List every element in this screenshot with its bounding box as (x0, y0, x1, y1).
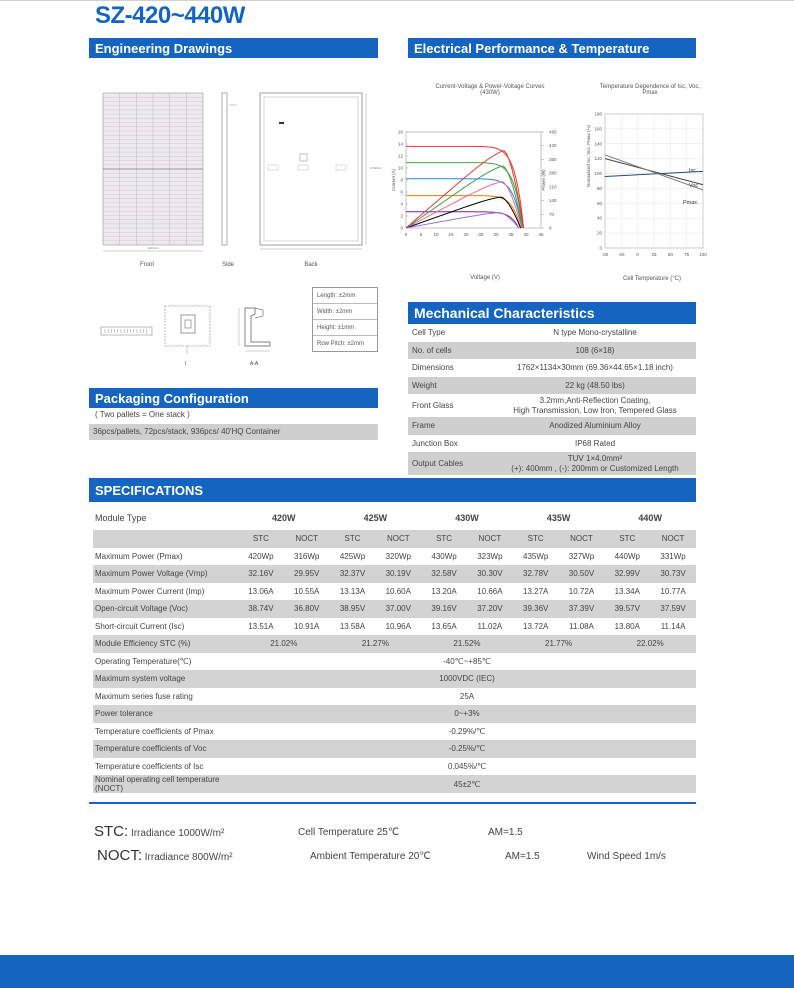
temp-chart-title: Temperature Dependence of Isc, Voc, Pmax (599, 84, 701, 96)
stc-header: STC (421, 530, 467, 548)
model-header: 430W (455, 513, 479, 523)
section-marker-i: I (185, 361, 187, 367)
efficiency-row (93, 635, 696, 653)
common-spec-value: 25A (459, 691, 475, 701)
mechanical-value (494, 394, 696, 417)
common-spec-value: -0.25%/℃ (238, 740, 696, 758)
iv-y2-tick-label: 210 (549, 184, 557, 190)
common-spec-value: 0~+3% (238, 705, 696, 723)
common-spec-value: -0.29%/℃ (448, 726, 486, 736)
spec-value: 13.51A (248, 621, 274, 631)
temp-x-tick-label: -25 (618, 252, 625, 257)
stc-key: STC: (94, 823, 129, 840)
spec-label: Maximum Power Voltage (Vmp) (93, 565, 238, 583)
temp-x-tick-label: 100 (699, 252, 707, 257)
spec-row (93, 600, 696, 618)
side-view-drawing (222, 93, 237, 245)
iv-curve (406, 179, 522, 228)
mechanical-row (408, 377, 696, 395)
spec-value: 37.59V (650, 600, 696, 618)
spec-value: 37.00V (375, 600, 421, 618)
iv-x-tick-label: 5 (419, 232, 423, 237)
spec-label: Temperature coefficients of Pmax (95, 726, 214, 736)
spec-value: 10.55A (294, 586, 320, 596)
spec-value: 10.91A (294, 621, 320, 631)
mechanical-value (494, 452, 696, 475)
common-spec-row (93, 758, 696, 776)
spec-value: 10.60A (385, 586, 411, 596)
mechanical-label: Front Glass (412, 401, 454, 410)
spec-value: 32.16V (238, 565, 284, 583)
specifications-table (93, 506, 696, 793)
spec-value: 435Wp (523, 551, 549, 561)
front-view-drawing (103, 93, 203, 251)
junction-box-drawing (101, 327, 152, 335)
spec-label: Power tolerance (93, 705, 238, 723)
model-header: 425W (363, 513, 388, 523)
stc-header: STC (238, 530, 284, 548)
spec-value: 10.72A (568, 586, 595, 596)
iv-y-tick-label: 12 (397, 153, 403, 159)
mechanical-row (408, 435, 696, 453)
mechanical-label: No. of cells (408, 342, 494, 360)
back-label: Back (304, 262, 318, 268)
noct-ambient-temperature: Ambient Temperature 20℃ (310, 851, 431, 862)
efficiency-value: 21.77% (513, 635, 605, 653)
mechanical-value-line: 108 (6×18) (575, 345, 615, 355)
mechanical-row (408, 342, 696, 360)
tolerance-length: Length: ±2mm (313, 288, 377, 304)
mechanical-value-line: 3.2mm,Anti-Reflection Coating, (539, 396, 651, 405)
mechanical-value-line: High Transmission, Low Iron, Tempered Glass (513, 405, 677, 415)
iv-y-tick-label: 14 (397, 141, 403, 147)
front-width-dim: 1134mm (147, 246, 159, 250)
noct-header: NOCT (650, 530, 696, 548)
spec-value: 38.74V (238, 600, 284, 618)
iv-x-tick-label: 45 (538, 232, 544, 237)
stc-header: STC (604, 530, 650, 548)
mechanical-row (408, 324, 696, 342)
spec-label: Temperature coefficients of Isc (95, 761, 204, 771)
mechanical-table-wrap (408, 324, 696, 475)
iv-y-tick-label: 8 (400, 177, 403, 183)
common-spec-row (93, 705, 696, 723)
iv-y2-tick-label: 280 (549, 170, 557, 176)
iv-x-tick-label: 40 (523, 232, 529, 237)
spec-value: 320Wp (385, 551, 411, 561)
noct-header: NOCT (375, 530, 421, 548)
spec-label: Maximum Power (Pmax) (95, 551, 183, 561)
mechanical-value-line: IP68 Rated (574, 438, 616, 448)
mechanical-header: Mechanical Characteristics (408, 302, 696, 324)
temp-y-tick-label: 20 (596, 230, 602, 236)
temp-x-tick-label: 50 (667, 252, 673, 257)
common-spec-value: 45±2℃ (238, 775, 696, 793)
mechanical-value (494, 377, 696, 395)
stc-irradiance: Irradiance 1000W/m² (130, 828, 225, 839)
spec-value: 13.20A (431, 586, 457, 596)
spec-value: 13.27A (523, 586, 549, 596)
common-spec-row (93, 723, 696, 741)
mechanical-label: Output Cables (408, 452, 494, 475)
efficiency-value: 21.02% (238, 635, 330, 653)
iv-chart (386, 126, 561, 266)
spec-value: 32.78V (513, 565, 559, 583)
common-spec-value: 0.045%/℃ (447, 761, 487, 771)
noct-note (97, 847, 233, 864)
spec-label: Operating Temperature(℃) (95, 656, 192, 666)
spec-value: 37.39V (559, 600, 605, 618)
noct-irradiance: Irradiance 800W/m² (144, 852, 233, 863)
engineering-drawings-header: Engineering Drawings (89, 38, 378, 58)
spec-value: 440Wp (614, 551, 640, 561)
spec-value: 10.66A (477, 586, 503, 596)
efficiency-value: 21.27% (330, 635, 422, 653)
spec-label: Temperature coefficients of Voc (93, 740, 238, 758)
temp-series-label: Voc (689, 183, 699, 189)
mechanical-value-line: 22 kg (48.50 lbs) (565, 380, 625, 390)
spec-value: 30.50V (559, 565, 605, 583)
spec-value: 13.58A (339, 621, 366, 631)
mechanical-label: Cell Type (412, 328, 446, 338)
temp-y-tick-label: 180 (594, 111, 602, 117)
iv-chart-xlabel: Voltage (V) (470, 275, 500, 281)
spec-value: 316Wp (294, 551, 320, 561)
efficiency-value: 21.52% (421, 635, 513, 653)
mechanical-value (494, 435, 696, 453)
spec-value: 36.80V (284, 600, 330, 618)
iv-y-tick-label: 4 (400, 201, 403, 207)
spec-value: 13.34A (614, 586, 640, 596)
specifications-bottom-rule (89, 802, 696, 804)
model-header: 440W (638, 513, 662, 523)
mechanical-value-line: 1762×1134×30mm (69.36×44.65×1.18 inch) (517, 363, 673, 372)
common-spec-row (93, 740, 696, 758)
stc-cell-temperature: Cell Temperature 25℃ (298, 827, 400, 838)
iv-y2-tick-label: 350 (549, 156, 557, 162)
spec-value: 13.65A (431, 621, 457, 631)
iv-x-tick-label: 30 (493, 232, 499, 237)
mechanical-value (494, 359, 696, 377)
noct-wind-speed: Wind Speed 1m/s (587, 851, 666, 862)
pv-curve (406, 213, 519, 228)
iv-x-tick-label: 10 (433, 232, 439, 237)
iv-y-tick-label: 6 (400, 189, 403, 195)
spec-label: Module Efficiency STC (%) (93, 635, 238, 653)
temp-chart-xlabel: Cell Temperature (°C) (623, 276, 681, 282)
spec-value: 327Wp (568, 551, 595, 561)
spec-value: 11.02A (477, 621, 503, 631)
tolerance-box (312, 287, 378, 352)
packaging-header: Packaging Configuration (89, 388, 378, 408)
back-length-dim: 1762mm (370, 166, 382, 170)
specifications-header: SPECIFICATIONS (89, 478, 696, 502)
temp-y-tick-label: 0 (599, 245, 602, 251)
iv-chart-title: Current-Voltage & Power-Voltage Curves (430W) (435, 84, 545, 96)
iv-x-tick-label: 20 (463, 232, 469, 237)
mechanical-value-line: (+): 400mm , (-): 200mm or Customized Length (511, 463, 679, 473)
temp-y-tick-label: 40 (596, 215, 602, 221)
common-spec-row (93, 688, 696, 706)
iv-x-tick-label: 35 (508, 232, 514, 237)
tolerance-width: Width: ±2mm (313, 304, 377, 320)
mechanical-value-line: TUV 1×4.0mm² (567, 454, 623, 463)
spec-value: 32.58V (421, 565, 467, 583)
page-title: SZ-420~440W (95, 2, 245, 29)
frame-corner-drawing (165, 306, 210, 367)
packaging-detail: 36pcs/pallets, 72pcs/stack, 936pcs/ 40'HQ Container (89, 424, 378, 440)
mechanical-label: Frame (408, 417, 494, 435)
tolerance-height: Height: ±1mm (313, 320, 377, 336)
iv-y2-tick-label: 70 (549, 211, 555, 217)
pv-curve (406, 182, 522, 228)
spec-value: 39.57V (604, 600, 650, 618)
noct-header: NOCT (467, 530, 513, 548)
detail-drawings (95, 296, 310, 368)
electrical-performance-header: Electrical Performance & Temperature Dependence (408, 38, 696, 58)
packaging-note: ( Two pallets = One stack ) (95, 410, 190, 419)
mechanical-row (408, 452, 696, 475)
iv-y2-tick-label: 0 (549, 225, 552, 231)
iv-x-tick-label: 0 (404, 232, 408, 237)
spec-value: 13.80A (614, 621, 640, 631)
iv-y-tick-label: 0 (400, 225, 403, 231)
spec-value: 30.30V (467, 565, 513, 583)
spec-value: 29.95V (284, 565, 330, 583)
iv-x-tick-label: 15 (448, 232, 454, 237)
temp-y-tick-label: 140 (594, 141, 602, 147)
spec-value: 430Wp (431, 551, 457, 561)
condition-spacer (93, 530, 238, 548)
temp-chart (583, 108, 713, 270)
noct-key: NOCT: (97, 847, 142, 864)
temp-x-tick-label: 25 (651, 252, 657, 257)
iv-y-tick-label: 2 (400, 213, 403, 219)
spec-row (93, 565, 696, 583)
temp-y-tick-label: 100 (594, 171, 602, 177)
mechanical-value (494, 417, 696, 435)
front-label: Front (139, 262, 155, 268)
iv-curve (406, 212, 519, 228)
common-spec-row (93, 670, 696, 688)
model-header: 435W (546, 513, 571, 523)
mechanical-row (408, 394, 696, 417)
efficiency-value: 22.02% (604, 635, 696, 653)
engineering-drawings (95, 85, 380, 275)
spec-value: 13.06A (248, 586, 274, 596)
spec-row (93, 548, 696, 566)
iv-y-axis-label: Current (A) (391, 168, 396, 192)
spec-row (93, 618, 696, 636)
iv-x-tick-label: 25 (478, 232, 484, 237)
spec-value: 13.13A (339, 586, 366, 596)
spec-value: 323Wp (477, 551, 503, 561)
spec-value: 13.72A (523, 621, 549, 631)
temp-x-tick-label: 0 (636, 252, 639, 257)
noct-header: NOCT (559, 530, 605, 548)
common-spec-value: -40℃~+85℃ (443, 656, 491, 666)
mechanical-label: Weight (408, 377, 494, 395)
spec-value: 10.96A (385, 621, 411, 631)
temp-x-tick-label: 75 (684, 252, 690, 257)
mechanical-value-line: N type Mono-crystalline (553, 328, 637, 337)
spec-condition-row (93, 530, 696, 548)
spec-value: 30.19V (375, 565, 421, 583)
spec-label: Maximum Power Current (Imp) (95, 586, 205, 596)
temp-y-tick-label: 60 (596, 200, 602, 206)
spec-value: 11.08A (569, 621, 594, 631)
mechanical-row (408, 359, 696, 377)
spec-value: 32.99V (604, 565, 650, 583)
iv-y2-axis-label: Power (W) (541, 169, 546, 191)
spec-label: Maximum series fuse rating (95, 691, 193, 701)
model-header: 420W (272, 513, 296, 523)
spec-value: 38.95V (330, 600, 376, 618)
mechanical-value-line: Anodized Aluminium Alloy (549, 421, 641, 430)
spec-value: 425Wp (339, 551, 366, 561)
common-spec-row (93, 653, 696, 671)
spec-label: Maximum system voltage (93, 670, 238, 688)
section-aa-label: A-A (249, 361, 259, 367)
spec-value: 37.20V (467, 600, 513, 618)
spec-value: 32.37V (330, 565, 376, 583)
common-spec-value: 1000VDC (IEC) (238, 670, 696, 688)
frame-profile-drawing (239, 308, 270, 367)
spec-model-row (93, 506, 696, 530)
spec-value: 420Wp (248, 551, 274, 561)
spec-value: 331Wp (660, 551, 686, 561)
temp-y-axis-label: Normalized Isc, Voc, Pmax (%) (586, 124, 591, 188)
temp-series-label: Isc (689, 168, 697, 174)
iv-y-tick-label: 10 (397, 165, 403, 171)
top-rule (0, 0, 794, 1)
temp-x-tick-label: -50 (601, 252, 609, 257)
noct-header: NOCT (284, 530, 330, 548)
mechanical-label: Dimensions (412, 363, 454, 373)
mechanical-row (408, 417, 696, 435)
stc-air-mass: AM=1.5 (488, 827, 523, 838)
spec-value: 39.16V (421, 600, 467, 618)
side-label: Side (221, 262, 235, 268)
spec-label: Open-circuit Voltage (Voc) (93, 600, 238, 618)
mechanical-table (408, 324, 696, 475)
temp-y-tick-label: 120 (594, 156, 602, 162)
module-type-label: Module Type (95, 513, 147, 523)
iv-y2-tick-label: 490 (549, 129, 557, 135)
spec-value: 11.14A (660, 621, 686, 631)
spec-row (93, 583, 696, 601)
stc-note (94, 823, 224, 840)
back-view-drawing (260, 93, 382, 249)
common-spec-row (93, 775, 696, 793)
tolerance-row-pitch: Row Pitch: ±2mm (317, 341, 364, 347)
noct-air-mass: AM=1.5 (505, 851, 540, 862)
mechanical-label: Junction Box (412, 438, 458, 448)
specifications-table-wrap (93, 506, 696, 793)
temp-y-tick-label: 80 (596, 185, 602, 191)
temp-y-tick-label: 160 (594, 126, 602, 132)
stc-header: STC (330, 530, 376, 548)
spec-value: 10.77A (660, 586, 686, 596)
stc-header: STC (513, 530, 559, 548)
iv-y2-tick-label: 140 (549, 198, 557, 204)
spec-label: Nominal operating cell temperature (NOCT) (93, 775, 238, 793)
iv-y2-tick-label: 420 (549, 143, 557, 149)
spec-label: Short-circuit Current (Isc) (95, 621, 185, 631)
mechanical-value (494, 324, 696, 342)
spec-value: 30.73V (650, 565, 696, 583)
spec-value: 39.36V (513, 600, 559, 618)
iv-y-tick-label: 16 (397, 129, 403, 135)
mechanical-value (494, 342, 696, 360)
temp-series-label: Pmax (683, 200, 698, 206)
footer-bar (0, 955, 794, 988)
